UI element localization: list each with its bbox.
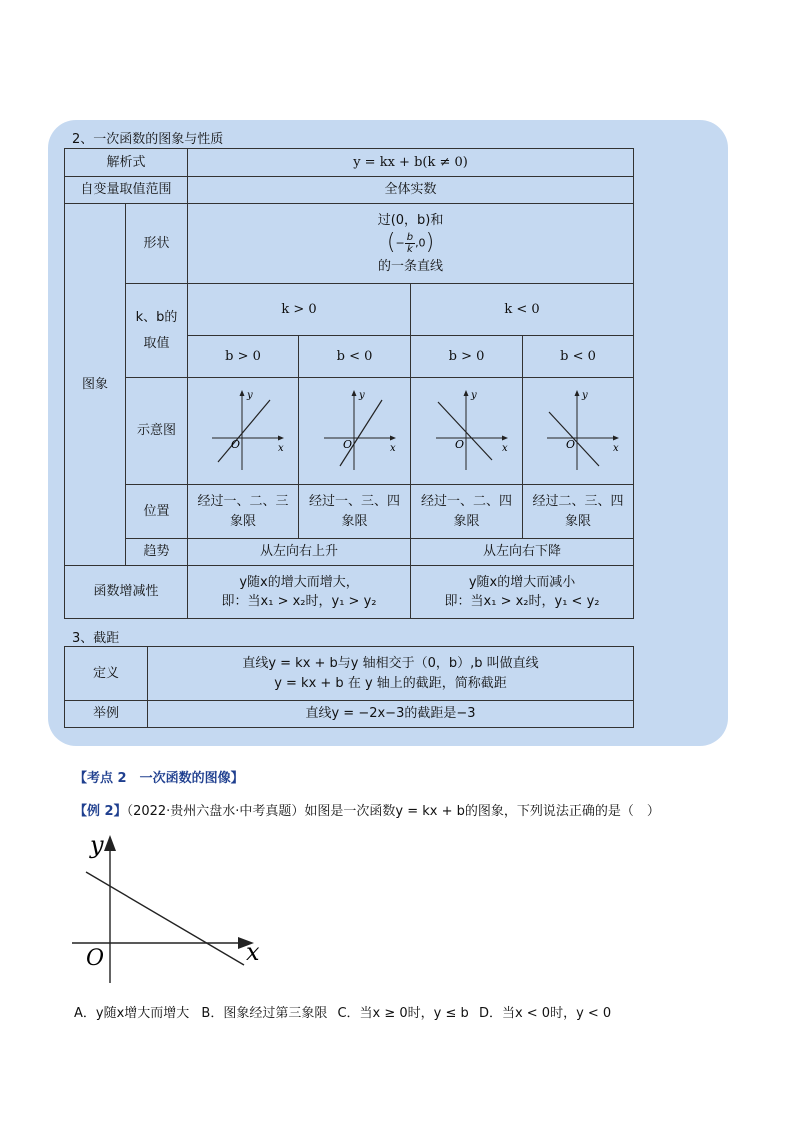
intercept-table xyxy=(64,646,634,728)
k-positive: k > 0 xyxy=(188,284,411,336)
option-b[interactable]: B．图象经过第三象限 xyxy=(201,1006,328,1021)
diagram-cell-1 xyxy=(188,378,299,485)
diagram-kneg-bneg xyxy=(533,386,623,470)
label-y: y xyxy=(582,389,588,401)
mono-positive xyxy=(188,566,411,619)
shape-minus: − xyxy=(395,236,405,250)
trend-label: 趋势 xyxy=(126,539,188,566)
position-cell-1 xyxy=(188,485,299,539)
label-origin: O xyxy=(231,437,241,451)
function-line xyxy=(218,400,270,462)
y-arrow-icon xyxy=(351,390,356,396)
position-cell-2 xyxy=(299,485,411,539)
definition-line2: y = kx + b 在 y 轴上的截距，简称截距 xyxy=(274,675,507,691)
function-line xyxy=(438,402,492,460)
definition-line1: 直线y = kx + b与y 轴相交于（0，b）,b 叫做直线 xyxy=(242,656,539,671)
mono-pos-line1: y随x的增大而增大， xyxy=(239,574,359,590)
example-value: 直线y = −2x−3的截距是−3 xyxy=(148,701,634,728)
option-c[interactable]: C．当x ≥ 0时，y ≤ b xyxy=(337,1006,469,1021)
diagram-label: 示意图 xyxy=(126,378,188,485)
x-arrow-icon xyxy=(502,435,508,440)
label-x: x xyxy=(278,442,284,454)
label-x: x xyxy=(613,442,619,454)
position-text: 经过一、二、三 xyxy=(197,494,289,509)
shape-zero: ,0 xyxy=(415,236,426,250)
x-arrow-icon xyxy=(390,435,396,440)
position-cell-4 xyxy=(523,485,634,539)
mono-label: 函数增减性 xyxy=(65,566,188,619)
position-text: 经过二、三、四 xyxy=(532,494,624,509)
position-suffix: 象限 xyxy=(453,513,480,529)
shape-fraction xyxy=(405,232,415,255)
case-b-2: b < 0 xyxy=(299,336,411,378)
definition-label: 定义 xyxy=(65,647,148,701)
formula-label: 解析式 xyxy=(65,149,188,177)
trend-positive: 从左向右上升 xyxy=(188,539,411,566)
mono-pos-line2: 即：当x₁ > x₂时，y₁ > y₂ xyxy=(221,594,377,609)
diagram-kpos-bneg xyxy=(310,386,400,470)
position-cell-3 xyxy=(411,485,523,539)
case-b-4: b < 0 xyxy=(523,336,634,378)
shape-label: 形状 xyxy=(126,204,188,284)
case-b-1: b > 0 xyxy=(188,336,299,378)
question-graph xyxy=(60,825,270,990)
y-arrow-icon xyxy=(463,390,468,396)
y-arrow-icon xyxy=(104,835,116,851)
kb-label-line2: 取值 xyxy=(143,335,170,351)
section2-title: 2、一次函数的图象与性质 xyxy=(72,132,224,147)
k-negative: k < 0 xyxy=(411,284,634,336)
position-suffix: 象限 xyxy=(230,513,257,529)
label-y: y xyxy=(247,389,253,401)
label-origin: O xyxy=(342,437,352,451)
label-x: x xyxy=(501,442,508,454)
y-arrow-icon xyxy=(575,390,580,396)
position-suffix: 象限 xyxy=(341,513,368,529)
label-y: y xyxy=(358,389,365,401)
diagram-cell-3 xyxy=(411,378,523,485)
position-label: 位置 xyxy=(126,485,188,539)
domain-label: 自变量取值范围 xyxy=(65,177,188,204)
frac-num: b xyxy=(406,232,414,243)
kaodian-heading: 【考点 2 一次函数的图像】 xyxy=(74,771,244,786)
label-x: x xyxy=(389,442,396,454)
question-stem xyxy=(74,800,660,819)
kb-label xyxy=(126,284,188,378)
function-line xyxy=(340,400,382,466)
domain-value: 全体实数 xyxy=(188,177,634,204)
diagram-kneg-bpos xyxy=(422,386,512,470)
mono-negative xyxy=(411,566,634,619)
section3-title: 3、截距 xyxy=(72,631,120,646)
position-text: 经过一、二、四 xyxy=(421,494,513,509)
label-x: x xyxy=(246,938,260,966)
shape-value xyxy=(188,204,634,284)
trend-negative: 从左向右下降 xyxy=(411,539,634,566)
label-y: y xyxy=(90,831,104,859)
option-d[interactable]: D．当x < 0时，y < 0 xyxy=(478,1006,612,1021)
shape-line3: 的一条直线 xyxy=(378,258,444,274)
mono-neg-line2: 即：当x₁ > x₂时，y₁ < y₂ xyxy=(444,594,600,609)
mono-neg-line1: y随x的增大而减小 xyxy=(468,574,576,590)
label-y: y xyxy=(470,389,477,401)
y-arrow-icon xyxy=(240,390,245,396)
formula-value: y = kx + b(k ≠ 0) xyxy=(188,149,634,177)
answer-options xyxy=(74,1002,611,1021)
x-arrow-icon xyxy=(613,435,619,440)
example-label: 举例 xyxy=(65,701,148,728)
kb-label-line1: k、b的 xyxy=(135,310,178,325)
frac-den: k xyxy=(406,244,413,255)
diagram-kpos-bpos xyxy=(198,386,288,470)
properties-table xyxy=(64,148,634,619)
shape-point: (− $\frac{b}{k}$ ,0) xyxy=(386,230,435,256)
position-text: 经过一、三、四 xyxy=(309,494,401,509)
graph-label: 图象 xyxy=(65,204,126,566)
question-text: （2022·贵州六盘水·中考真题）如图是一次函数y = kx + b的图象，下列说法正确的是（ ） xyxy=(126,804,660,819)
shape-line1: 过(0，b)和 xyxy=(377,212,444,228)
position-suffix: 象限 xyxy=(565,513,592,529)
diagram-cell-2 xyxy=(299,378,411,485)
option-a[interactable]: A．y随x增大而增大 xyxy=(74,1006,190,1021)
definition-value xyxy=(148,647,634,701)
x-arrow-icon xyxy=(278,435,284,440)
label-origin: O xyxy=(566,437,576,451)
diagram-cell-4 xyxy=(523,378,634,485)
label-origin: O xyxy=(454,437,464,451)
case-b-3: b > 0 xyxy=(411,336,523,378)
question-tag: 【例 2】 xyxy=(74,804,127,819)
label-origin: O xyxy=(86,946,105,971)
